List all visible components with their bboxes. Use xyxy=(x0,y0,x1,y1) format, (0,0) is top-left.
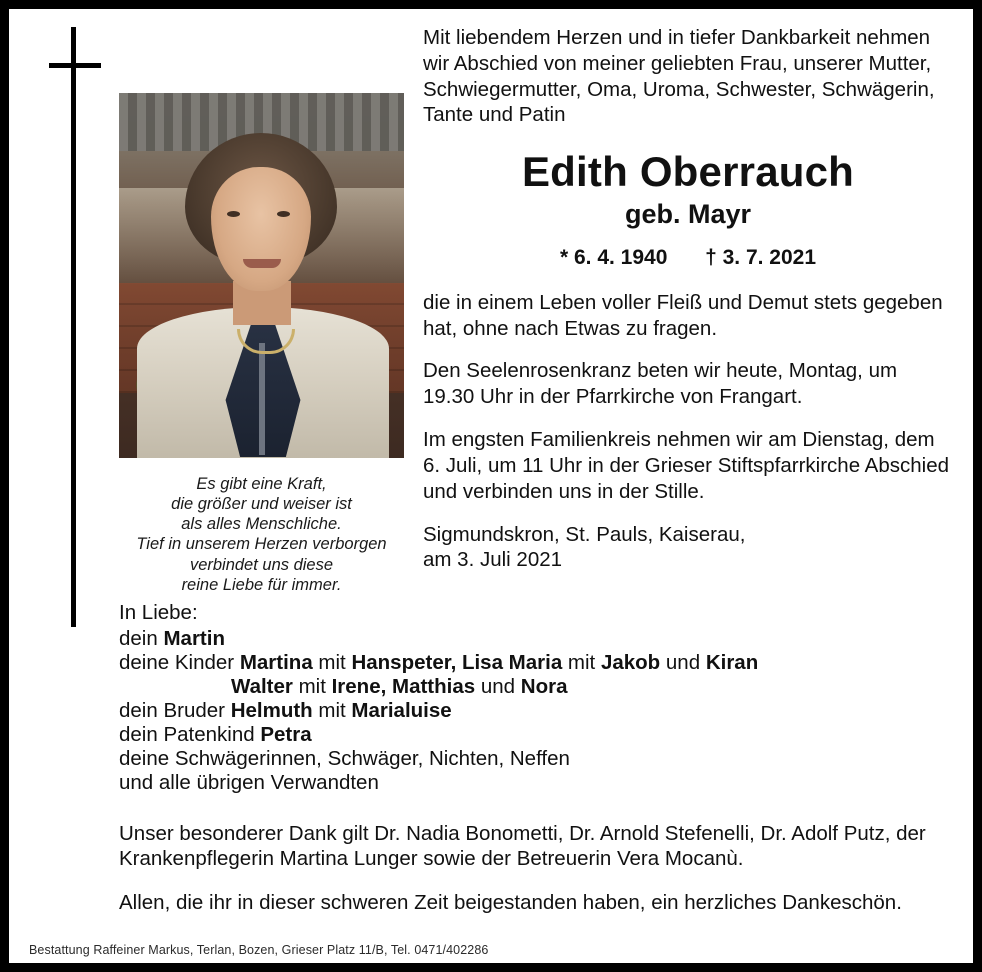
family-prefix: dein Patenkind xyxy=(119,722,261,746)
deceased-name: Edith Oberrauch xyxy=(521,148,855,196)
places-line: Sigmundskron, St. Pauls, Kaiserau, xyxy=(423,522,746,546)
family-line-godchild xyxy=(119,723,941,747)
family-intro: In Liebe: xyxy=(119,600,198,624)
cross-vertical-bar xyxy=(71,27,76,627)
portrait-photo xyxy=(119,93,404,458)
family-name: Kiran xyxy=(705,650,759,674)
cross-icon xyxy=(49,27,101,627)
deceased-maiden-name: geb. Mayr xyxy=(624,198,752,229)
photo-left-eye xyxy=(227,211,240,217)
family-name: Nora xyxy=(520,674,568,698)
family-connector: mit xyxy=(292,674,332,698)
family-name: Martin xyxy=(163,626,225,650)
places-and-date xyxy=(423,522,953,574)
date-line: am 3. Juli 2021 xyxy=(423,548,563,572)
family-connector: mit xyxy=(312,650,352,674)
family-prefix: dein Bruder xyxy=(119,698,231,722)
family-line-others: und alle übrigen Verwandten xyxy=(119,770,379,794)
photo-zipper xyxy=(259,343,265,455)
birth-date: * 6. 4. 1940 xyxy=(559,245,668,269)
family-connector: mit xyxy=(562,650,601,674)
family-connector: mit xyxy=(312,698,352,722)
family-name: Petra xyxy=(260,722,312,746)
family-name: Hanspeter, Lisa Maria xyxy=(351,650,563,674)
intro-paragraph: Mit liebendem Herzen und in tiefer Dankbarkeit nehmen wir Abschied von meiner geliebten Frau, unserer Mutter, Schwiegermutter, Oma, Uroma, Schwester, Schwägerin, Tante und Patin xyxy=(423,26,935,127)
family-line-husband xyxy=(119,627,941,651)
photo-right-eye xyxy=(277,211,290,217)
family-list xyxy=(23,601,959,795)
top-section xyxy=(23,17,959,595)
family-name: Walter xyxy=(231,674,293,698)
verse-line: als alles Menschliche. xyxy=(181,515,342,534)
family-line-relatives: deine Schwägerinnen, Schwäger, Nichten, Neffen xyxy=(119,746,570,770)
family-line-brother xyxy=(119,699,941,723)
family-prefix: deine Kinder xyxy=(119,650,240,674)
photo-mouth xyxy=(243,259,281,268)
life-dates xyxy=(423,246,953,270)
family-connector: und xyxy=(475,674,521,698)
verse-line: Es gibt eine Kraft, xyxy=(196,475,327,493)
thanks-doctors: Unser besonderer Dank gilt Dr. Nadia Bonometti, Dr. Arnold Stefenelli, Dr. Adolf Putz, der Krankenpflegerin Martina Lunger sowie der Betreuerin Vera Mocanù. xyxy=(119,821,926,871)
paragraph-life: die in einem Leben voller Fleiß und Demut stets gegeben hat, ohne nach Etwas zu fragen. xyxy=(423,290,943,340)
obituary-inner xyxy=(9,9,973,963)
family-line-children xyxy=(119,651,941,675)
family-connector: und xyxy=(660,650,706,674)
family-name: Helmuth xyxy=(230,698,313,722)
memorial-verse xyxy=(119,474,404,595)
paragraph-rosary: Den Seelenrosenkranz beten wir heute, Montag, um 19.30 Uhr in der Pfarrkirche von Frangart. xyxy=(423,359,898,409)
cross-horizontal-bar xyxy=(49,63,101,68)
paragraph-funeral: Im engsten Familienkreis nehmen wir am Dienstag, dem 6. Juli, um 11 Uhr in der Grieser Stiftspfarrkirche Abschied und verbinden uns in der Stille. xyxy=(423,428,949,503)
family-name: Irene, Matthias xyxy=(331,674,476,698)
right-column xyxy=(413,17,959,586)
family-line-walter xyxy=(119,675,941,699)
family-name: Martina xyxy=(239,650,313,674)
death-date: † 3. 7. 2021 xyxy=(705,245,817,269)
family-name: Marialuise xyxy=(351,698,452,722)
family-prefix: dein xyxy=(119,626,164,650)
verse-line: verbindet uns diese xyxy=(189,555,334,574)
family-name: Jakob xyxy=(600,650,661,674)
funeral-home-footer: Bestattung Raffeiner Markus, Terlan, Bozen, Grieser Platz 11/B, Tel. 0471/402286 xyxy=(29,943,489,957)
thanks-all: Allen, die ihr in dieser schweren Zeit beigestanden haben, ein herzliches Dankeschön. xyxy=(119,890,902,914)
verse-line: reine Liebe für immer. xyxy=(181,575,342,594)
verse-line: die größer und weiser ist xyxy=(171,495,352,514)
name-block xyxy=(423,150,953,230)
thanks-section xyxy=(23,821,959,916)
verse-line: Tief in unserem Herzen verborgen xyxy=(136,535,387,554)
